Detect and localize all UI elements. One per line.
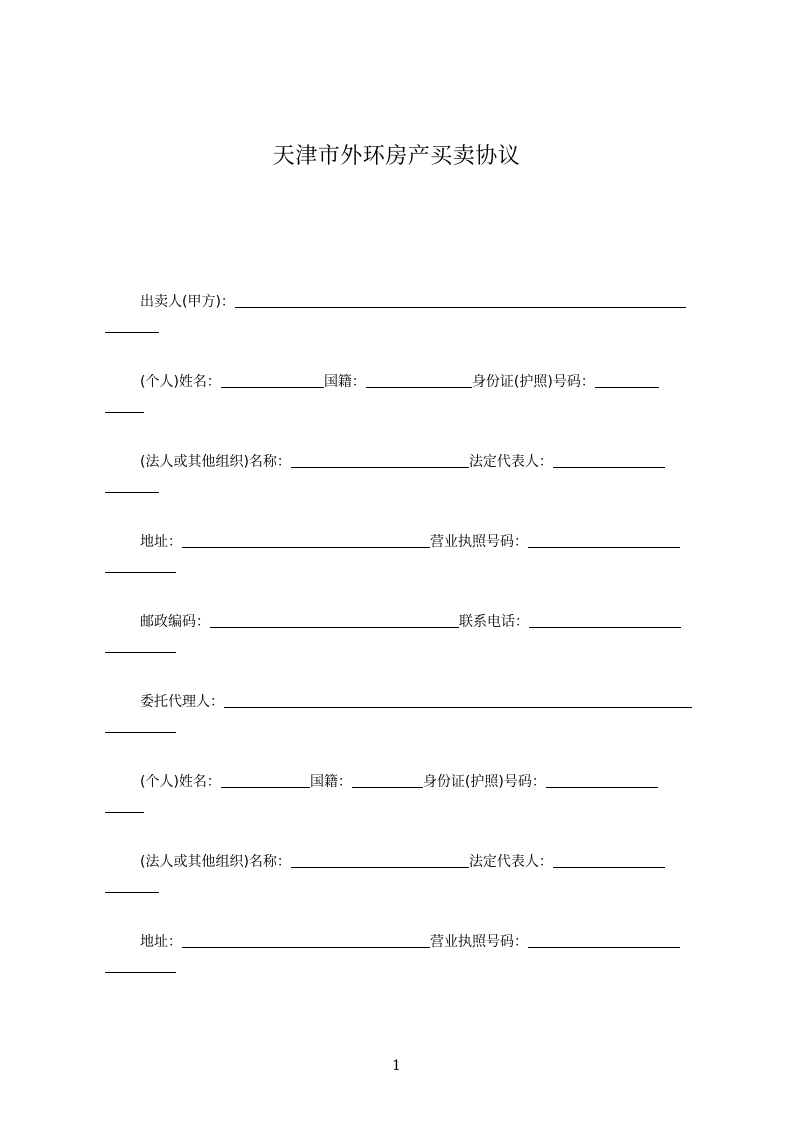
individual-name-blank[interactable] [221, 374, 324, 388]
seller-blank-continuation[interactable] [105, 332, 159, 333]
agent-label: 委托代理人： [140, 694, 224, 710]
agent-nationality-blank[interactable] [352, 774, 423, 788]
business-license-label: 营业执照号码： [430, 534, 528, 550]
legal-rep-blank[interactable] [553, 454, 665, 468]
seller-blank[interactable] [235, 294, 686, 308]
nationality-label: 国籍： [323, 374, 366, 390]
org-line [140, 453, 665, 471]
agent-id-passport-label: 身份证(护照)号码： [422, 774, 546, 790]
nationality-blank[interactable] [366, 374, 472, 388]
seller-line [140, 293, 686, 311]
id-passport-blank-continuation[interactable] [105, 412, 144, 413]
id-passport-label: 身份证(护照)号码： [471, 374, 595, 390]
agent-individual-line [140, 773, 658, 791]
page-number: 1 [392, 1058, 401, 1074]
org-name-blank[interactable] [291, 454, 469, 468]
business-license-blank[interactable] [528, 534, 680, 548]
agent-business-license-label: 营业执照号码： [430, 934, 528, 950]
agent-individual-name-label: (个人)姓名： [140, 774, 221, 790]
agent-legal-rep-blank-continuation[interactable] [105, 892, 159, 893]
agent-id-passport-blank[interactable] [546, 774, 658, 788]
org-name-label: (法人或其他组织)名称： [140, 454, 291, 470]
address-blank[interactable] [182, 534, 430, 548]
document-title: 天津市外环房产买卖协议 [272, 144, 521, 169]
address-label: 地址： [140, 534, 182, 550]
agent-address-line [140, 933, 680, 951]
business-license-blank-continuation[interactable] [105, 572, 176, 573]
agent-individual-name-blank[interactable] [221, 774, 310, 788]
id-passport-blank[interactable] [595, 374, 659, 388]
agent-nationality-label: 国籍： [309, 774, 352, 790]
phone-blank-continuation[interactable] [105, 652, 176, 653]
agent-blank-continuation[interactable] [105, 732, 176, 733]
agent-org-name-label: (法人或其他组织)名称： [140, 854, 291, 870]
seller-label: 出卖人(甲方)： [140, 294, 235, 310]
agent-id-passport-blank-continuation[interactable] [105, 812, 144, 813]
agent-legal-rep-label: 法定代表人： [468, 854, 553, 870]
agent-org-name-blank[interactable] [291, 854, 469, 868]
phone-label: 联系电话： [459, 614, 529, 630]
postal-line [140, 613, 681, 631]
agent-address-blank[interactable] [182, 934, 430, 948]
phone-blank[interactable] [529, 614, 681, 628]
individual-line [140, 373, 659, 391]
postal-code-label: 邮政编码： [140, 614, 210, 630]
agent-legal-rep-blank[interactable] [553, 854, 665, 868]
postal-code-blank[interactable] [210, 614, 459, 628]
agent-business-license-blank[interactable] [528, 934, 680, 948]
agent-address-label: 地址： [140, 934, 182, 950]
agent-org-line [140, 853, 665, 871]
agent-line [140, 693, 692, 711]
legal-rep-blank-continuation[interactable] [105, 492, 159, 493]
agent-blank[interactable] [224, 694, 692, 708]
address-line [140, 533, 680, 551]
individual-name-label: (个人)姓名： [140, 374, 221, 390]
legal-rep-label: 法定代表人： [468, 454, 553, 470]
agent-business-license-blank-continuation[interactable] [105, 972, 176, 973]
